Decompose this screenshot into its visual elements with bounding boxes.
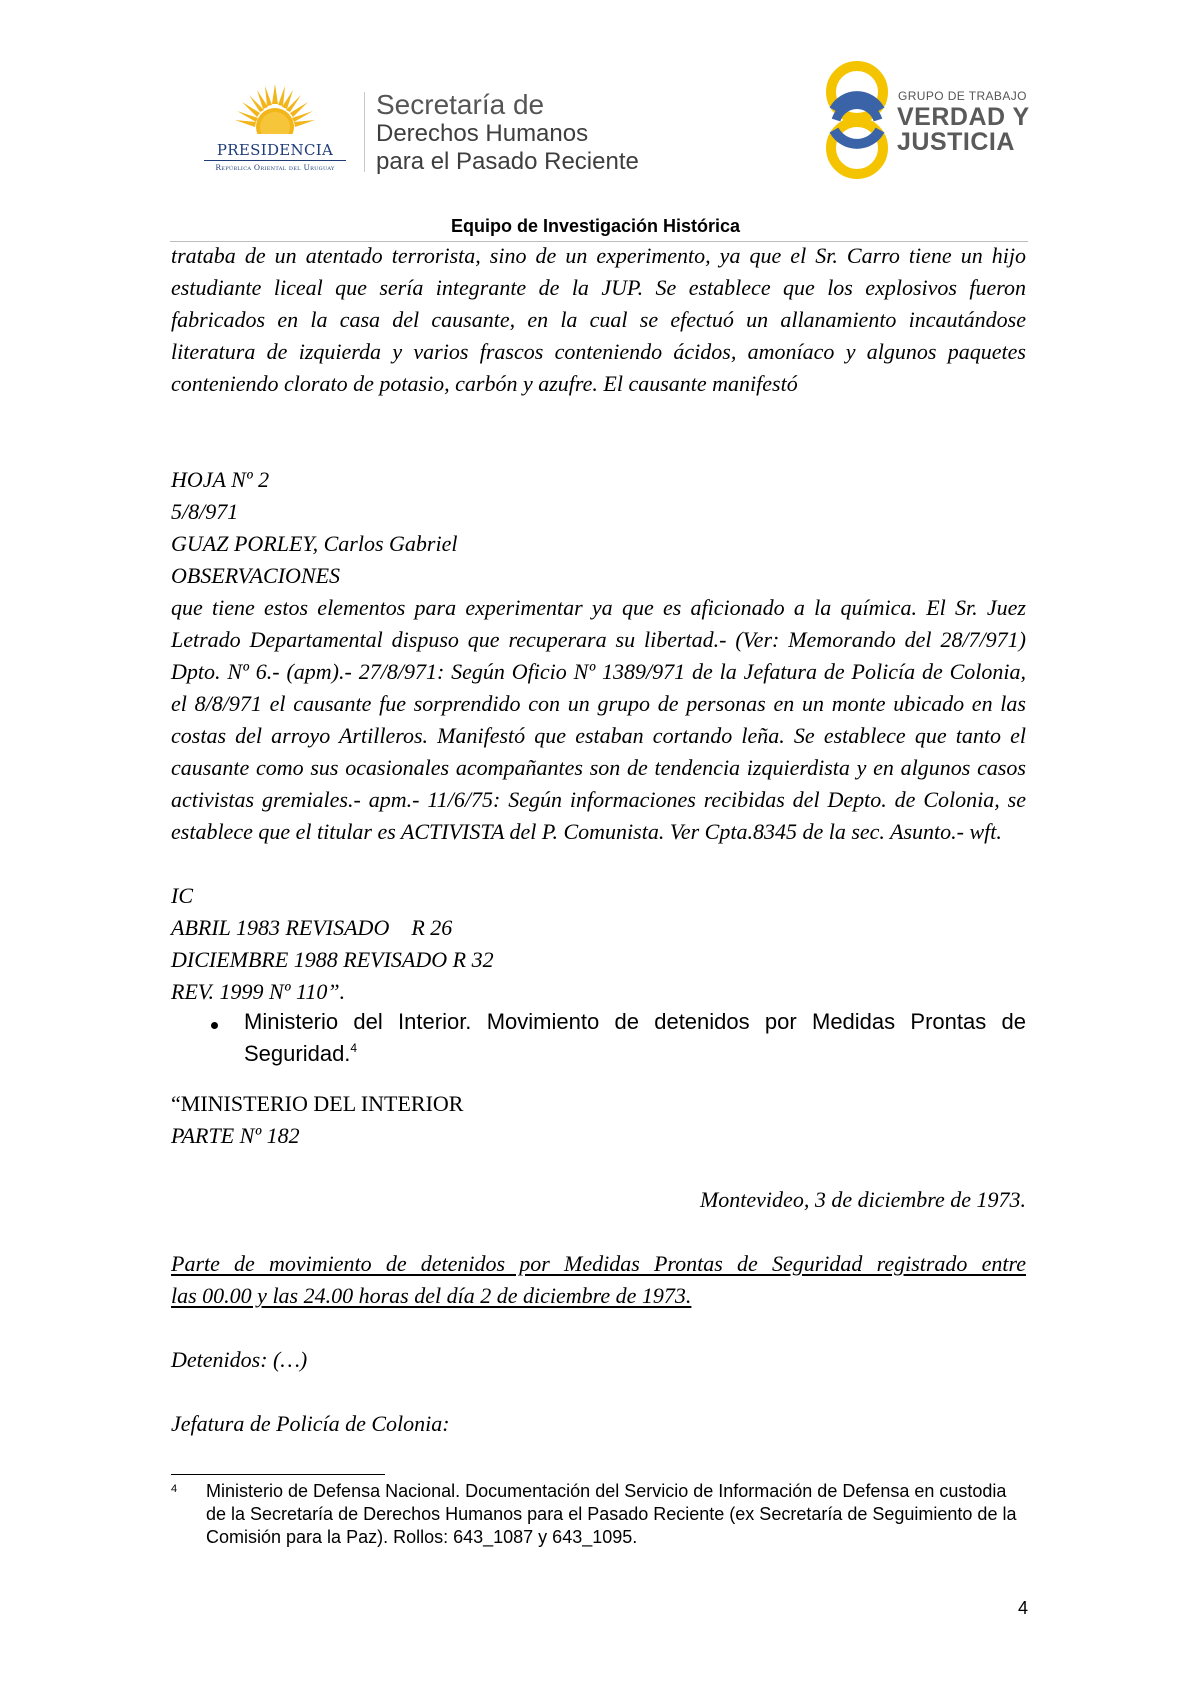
bullet-text-block — [244, 1006, 1026, 1070]
ministerio-line: “MINISTERIO DEL INTERIOR — [171, 1091, 464, 1116]
footnote-number: 4 — [171, 1483, 178, 1495]
presidencia-rule — [204, 160, 346, 161]
rev-line: REV. 1999 Nº 110”. — [171, 979, 346, 1004]
paragraph-2: que tiene estos elementos para experimentar ya que es aficionado a la química. El Sr. Juez Letrado Departamental dispuso que recuperara su libertad.- (Ver: Memorando del 28/7/971) Dpto. Nº 6.- (apm).- 27/8/971: Según Oficio Nº 1389/971 de la Jefatura de Policía de Colonia, el 8/8/971 el causante fue sorprendido con un grupo de personas en un monte ubicado en las costas del arroyo Artilleros. Manifestó que estaban cortando leña. Se establece que tanto el causante como sus ocasionales acompañantes son de tendencia izquierdista y en algunos casos activistas gremiales.- apm.- 11/6/75: Según informaciones recibidas del Depto. de Colonia, se establece que el titular es ACTIVISTA del P. Comunista. Ver Cpta.8345 de la sec. Asunto.- wft. — [171, 595, 1026, 844]
bullet-text: Ministerio del Interior. Movimiento de detenidos por Medidas Prontas de Seguridad. — [244, 1009, 1026, 1066]
rings-icon — [822, 58, 892, 182]
abril-line: ABRIL 1983 REVISADO R 26 — [171, 915, 453, 940]
bullet-icon — [211, 1022, 218, 1029]
parte-description-2: las 00.00 y las 24.00 horas del día 2 de diciembre de 1973. — [171, 1283, 692, 1308]
page-number: 4 — [1017, 1598, 1028, 1618]
hoja-line: HOJA Nº 2 — [171, 467, 270, 492]
secretaria-line2: Derechos Humanos — [376, 120, 589, 147]
presidencia-logo — [196, 82, 354, 178]
paragraph-1: trataba de un atentado terrorista, sino de un experimento, ya que el Sr. Carro tiene un hijo estudiante liceal que sería integrante de la JUP. Se establece que los explosivos fueron fabricados en la casa del causante, en la cual se efectuó un allanamiento incautándose literatura de izquierda y varios frascos conteniendo ácidos, amoníaco y algunos paquetes conteniendo clorato de potasio, carbón y azufre. El causante manifestó — [171, 243, 1026, 396]
detenidos-line: Detenidos: (…) — [171, 1347, 308, 1372]
secretaria-logo-text — [376, 90, 639, 176]
parte-line: PARTE Nº 182 — [171, 1123, 300, 1148]
grupo-big-text-2: JUSTICIA — [897, 128, 1015, 156]
presidencia-subtitle: República Oriental del Uruguay — [215, 163, 335, 172]
secretaria-line3: para el Pasado Reciente — [376, 148, 639, 175]
jefatura-line: Jefatura de Policía de Colonia: — [171, 1411, 450, 1436]
secretaria-line1: Secretaría de — [376, 89, 545, 120]
presidencia-name: PRESIDENCIA — [216, 141, 334, 159]
montevideo-date: Montevideo, 3 de diciembre de 1973. — [699, 1187, 1026, 1212]
name-line: GUAZ PORLEY, Carlos Gabriel — [171, 531, 458, 556]
footnote-text: Ministerio de Defensa Nacional. Documentación del Servicio de Información de Defensa en custodia de la Secretaría de Derechos Humanos para el Pasado Reciente (ex Secretaría de Seguimiento de la Comisión para la Paz). Rollos: 643_1087 y 643_1095. — [206, 1481, 1017, 1547]
footnote-ref: 4 — [350, 1041, 358, 1055]
observaciones-line: OBSERVACIONES — [171, 563, 341, 588]
parte-description-1: Parte de movimiento de detenidos por Medidas Prontas de Seguridad registrado entre — [171, 1251, 1026, 1276]
grupo-small-text: GRUPO DE TRABAJO — [898, 89, 1027, 103]
grupo-big-text-1: VERDAD Y — [897, 103, 1030, 131]
header-divider — [364, 92, 365, 172]
sun-icon — [232, 82, 318, 142]
footnote-rule — [171, 1474, 385, 1475]
team-title: Equipo de Investigación Histórica — [450, 216, 741, 236]
verdad-justicia-logo — [822, 58, 1042, 182]
diciembre-line: DICIEMBRE 1988 REVISADO R 32 — [171, 947, 494, 972]
date-line: 5/8/971 — [171, 499, 239, 524]
ic-line: IC — [171, 883, 193, 908]
